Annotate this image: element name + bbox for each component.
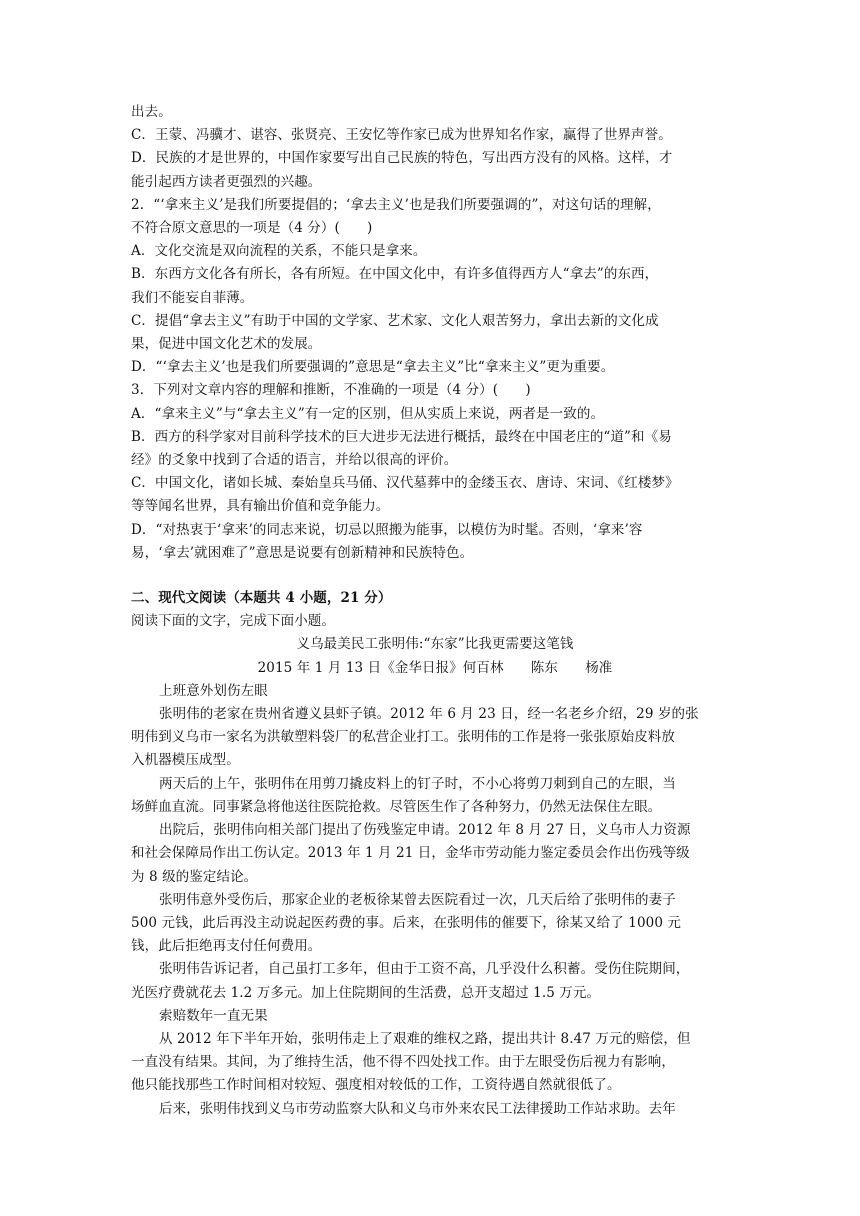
option-d: D．“‘拿去主义’也是我们所要强调的”意思是“拿去主义”比“拿来主义”更为重要。 — [131, 359, 615, 376]
option-b: B．西方的科学家对目前科学技术的巨大进步无法进行概括，最终在中国老庄的“道”和《易 — [131, 428, 672, 445]
option-c: 等等闻名世界，具有输出价值和竞争能力。 — [131, 498, 390, 515]
option-b: B．东西方文化各有所长，各有所短。在中国文化中，有许多值得西方人“拿去”的东西， — [131, 266, 659, 283]
option-c: 果，促进中国文化艺术的发展。 — [131, 336, 322, 353]
question-stem: 不符合原文意思的一项是（4 分）( ) — [131, 220, 373, 237]
paragraph-line: 他只能找那些工作时间相对较短、强度相对较低的工作，工资待遇自然就很低了。 — [131, 1077, 621, 1094]
option-d: D．“对热衷于‘拿来’的同志来说，切忌以照搬为能事，以模仿为时髦。否则，‘拿来’容 — [131, 521, 643, 538]
paragraph-line: 张明伟的老家在贵州省遵义县虾子镇。2012 年 6 月 23 日，经一名老乡介绍，29 岁的张 — [159, 706, 699, 723]
question-stem: 3．下列对文章内容的理解和推断，不准确的一项是（4 分）( ) — [131, 382, 531, 399]
option-a: A．文化交流是双向流程的关系，不能只是拿来。 — [131, 243, 427, 260]
document-page — [131, 101, 739, 1121]
paragraph-line: 光医疗费就花去 1.2 万多元。加上住院期间的生活费，总开支超过 1.5 万元。 — [131, 984, 601, 1001]
article-subheading: 上班意外划伤左眼 — [159, 682, 268, 699]
paragraph-line: 明伟到义乌市一家名为洪敏塑料袋厂的私营企业打工。张明伟的工作是将一张张原始皮料放 — [131, 729, 675, 746]
text-line: 能引起西方读者更强烈的兴趣。 — [131, 173, 322, 190]
section-modern-reading — [131, 587, 739, 1121]
paragraph-line: 从 2012 年下半年开始，张明伟走上了艰难的维权之路，提出共计 8.47 万元的赔偿，但 — [159, 1030, 691, 1047]
paragraph-line: 为 8 级的鉴定结论。 — [131, 868, 258, 885]
question-3 — [131, 379, 739, 565]
option-c: C．中国文化，诸如长城、秦始皇兵马俑、汉代墓葬中的金缕玉衣、唐诗、宋词、《红楼梦》 — [131, 475, 679, 492]
paragraph-line: 两天后的上午，张明伟在用剪刀撬皮料上的钉子时，不小心将剪刀刺到自己的左眼，当 — [159, 775, 676, 792]
article-paragraph — [131, 703, 739, 773]
paragraph-line: 钱，此后拒绝再支付任何费用。 — [131, 938, 322, 955]
article-title: 义乌最美民工张明伟:“东家”比我更需要这笔钱 — [296, 636, 574, 653]
question-2 — [131, 194, 739, 380]
article-paragraph — [131, 773, 739, 819]
option-b: 经》的爻象中找到了合适的语言，并给以很高的评价。 — [131, 452, 458, 469]
article-paragraph — [131, 1028, 739, 1098]
section-instruction: 阅读下面的文字，完成下面小题。 — [131, 613, 335, 630]
paragraph-line: 一直没有结果。其间，为了维持生活，他不得不四处找工作。由于左眼受伤后视力有影响， — [131, 1054, 675, 1071]
paragraph-line: 场鲜血直流。同事紧急将他送往医院抢救。尽管医生作了各种努力，仍然无法保住左眼。 — [131, 798, 662, 815]
paragraph-line: 出院后，张明伟向相关部门提出了伤残鉴定申请。2012 年 8 月 27 日，义乌市人力资源 — [159, 822, 691, 839]
option-d: D．民族的才是世界的，中国作家要写出自己民族的特色，写出西方没有的风格。这样，才 — [131, 150, 673, 167]
option-c: C．王蒙、冯骥才、谌容、张贤亮、王安忆等作家已成为世界知名作家，赢得了世界声誉。 — [131, 127, 672, 144]
paragraph-line: 和社会保障局作出工伤认定。2013 年 1 月 21 日，金华市劳动能力鉴定委员会作出伤残等级 — [131, 845, 690, 862]
article-paragraph — [131, 889, 739, 959]
paragraph-line: 张明伟意外受伤后，那家企业的老板徐某曾去医院看过一次，几天后给了张明伟的妻子 — [159, 891, 676, 908]
option-c: C．提倡“拿去主义”有助于中国的文学家、艺术家、文化人艰苦努力，拿出去新的文化成 — [131, 312, 659, 329]
section-heading: 二、现代文阅读（本题共 4 小题，21 分） — [131, 590, 392, 607]
option-d: 易，‘拿去’就困难了”意思是说要有创新精神和民族特色。 — [131, 544, 474, 561]
paragraph-line: 入机器模压成型。 — [131, 752, 240, 769]
article-source: 2015 年 1 月 13 日《金华日报》何百林 陈东 杨准 — [257, 659, 613, 676]
option-b: 我们不能妄自菲薄。 — [131, 289, 254, 306]
article-paragraph — [131, 1098, 739, 1121]
option-a: A．“拿来主义”与“拿去主义”有一定的区别，但从实质上来说，两者是一致的。 — [131, 405, 605, 422]
text-line: 出去。 — [131, 104, 172, 120]
paragraph-line: 后来，张明伟找到义乌市劳动监察大队和义乌市外来农民工法律援助工作站求助。去年 — [159, 1100, 676, 1117]
spacer — [131, 565, 739, 587]
paragraph-line: 张明伟告诉记者，自己虽打工多年，但由于工资不高，几乎没什么积蓄。受伤住院期间， — [159, 961, 690, 978]
paragraph-line: 500 元钱，此后再没主动说起医药费的事。后来，在张明伟的催要下，徐某又给了 1000 元 — [131, 914, 681, 931]
question-1-continuation — [131, 101, 739, 194]
article-paragraph — [131, 819, 739, 889]
article-paragraph — [131, 958, 739, 1004]
article-subheading: 索赔数年一直无果 — [159, 1007, 268, 1024]
question-stem: 2．“‘拿来主义’是我们所要提倡的；‘拿去主义’也是我们所要强调的”，对这句话的理解， — [131, 196, 661, 213]
